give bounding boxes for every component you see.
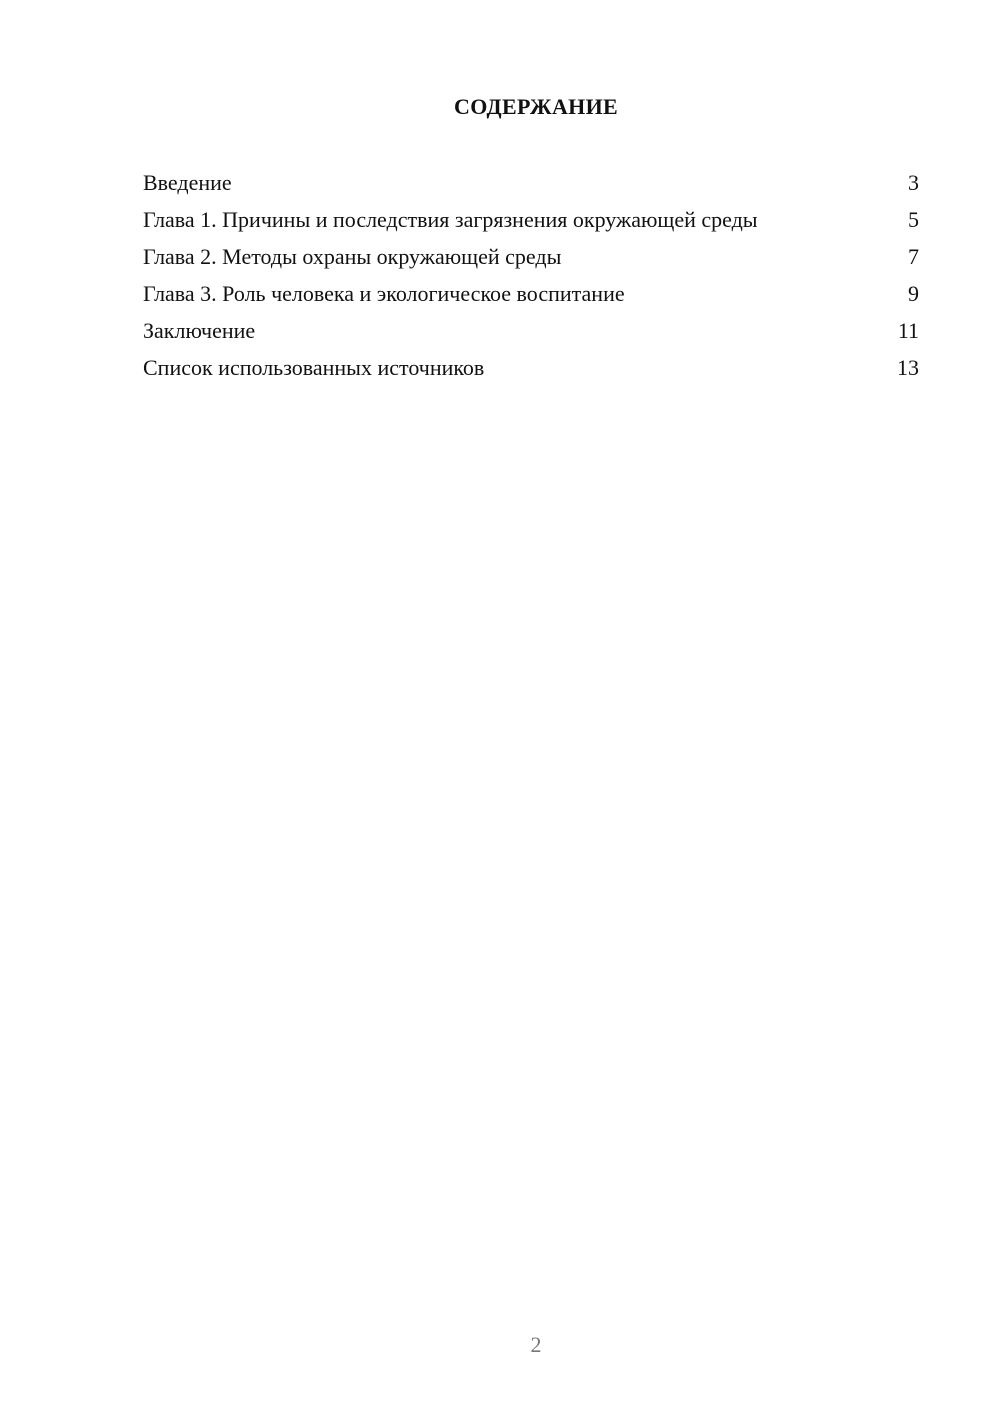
toc-entry-label: Глава 2. Методы охраны окружающей среды bbox=[143, 244, 562, 269]
toc-entry-page: 7 bbox=[908, 244, 919, 269]
toc-entry-label: Список использованных источников bbox=[143, 355, 485, 380]
toc-entry-label: Глава 1. Причины и последствия загрязнения окружающей среды bbox=[143, 207, 758, 232]
page-number: 2 bbox=[530, 1332, 542, 1357]
toc-entry-label: Заключение bbox=[143, 318, 256, 343]
page-title: СОДЕРЖАНИЕ bbox=[454, 94, 618, 119]
toc-entry bbox=[143, 207, 919, 233]
toc-entry-page: 11 bbox=[897, 318, 919, 343]
toc-entry bbox=[143, 170, 919, 196]
toc-entry-page: 13 bbox=[897, 355, 919, 380]
toc-entry bbox=[143, 244, 919, 270]
toc-entry-label: Введение bbox=[143, 170, 232, 195]
table-of-contents bbox=[143, 170, 919, 392]
toc-entry bbox=[143, 281, 919, 307]
toc-entry bbox=[143, 318, 919, 344]
toc-entry-page: 5 bbox=[908, 207, 919, 232]
toc-entry-page: 3 bbox=[908, 170, 919, 195]
toc-entry bbox=[143, 355, 919, 381]
toc-entry-label: Глава 3. Роль человека и экологическое воспитание bbox=[143, 281, 625, 306]
toc-entry-page: 9 bbox=[908, 281, 919, 306]
